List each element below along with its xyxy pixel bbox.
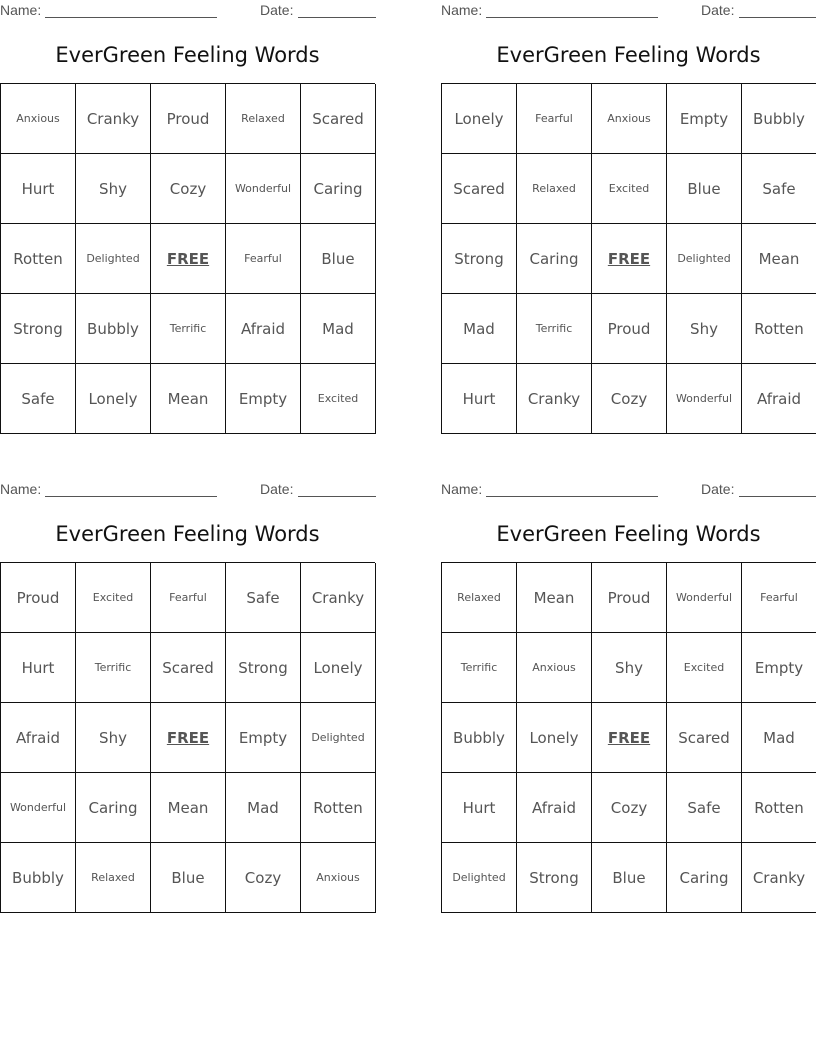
date-label: Date: (701, 2, 735, 18)
bingo-cell: Blue (151, 843, 226, 913)
bingo-cell: Bubbly (76, 294, 151, 364)
card-title: EverGreen Feeling Words (55, 43, 320, 67)
bingo-cell: Lonely (517, 703, 592, 773)
card-title: EverGreen Feeling Words (496, 522, 761, 546)
free-space: FREE (592, 703, 667, 773)
bingo-cell: Lonely (301, 633, 376, 703)
bingo-cell: Strong (517, 843, 592, 913)
bingo-cell: Scared (442, 154, 517, 224)
bingo-cell: Delighted (442, 843, 517, 913)
bingo-card (0, 0, 375, 440)
name-date-line (0, 481, 375, 499)
name-label: Name: (0, 2, 42, 18)
bingo-cell: Shy (76, 703, 151, 773)
bingo-cell: Afraid (517, 773, 592, 843)
bingo-cell: Caring (517, 224, 592, 294)
bingo-cell: Strong (226, 633, 301, 703)
bingo-cell: Relaxed (226, 84, 301, 154)
name-blank (45, 17, 217, 18)
bingo-card (441, 0, 816, 440)
name-label: Name: (0, 481, 42, 497)
bingo-cell: Bubbly (442, 703, 517, 773)
bingo-cell: Afraid (226, 294, 301, 364)
bingo-cell: Excited (301, 364, 376, 434)
date-label: Date: (701, 481, 735, 497)
bingo-cell: Relaxed (517, 154, 592, 224)
bingo-cell: Afraid (742, 364, 816, 434)
name-blank (45, 496, 217, 497)
bingo-cell: Mad (301, 294, 376, 364)
bingo-cell: Hurt (442, 364, 517, 434)
bingo-cell: Cranky (517, 364, 592, 434)
bingo-cell: Fearful (151, 563, 226, 633)
bingo-cell: Delighted (301, 703, 376, 773)
bingo-grid (0, 562, 375, 913)
bingo-cell: Mean (151, 773, 226, 843)
bingo-cell: Rotten (742, 294, 816, 364)
bingo-cell: Mean (517, 563, 592, 633)
bingo-cell: Afraid (1, 703, 76, 773)
bingo-cell: Excited (667, 633, 742, 703)
bingo-cell: Shy (76, 154, 151, 224)
bingo-cell: Empty (667, 84, 742, 154)
bingo-cell: Strong (442, 224, 517, 294)
bingo-grid (441, 83, 816, 434)
bingo-cell: Wonderful (1, 773, 76, 843)
bingo-cell: Bubbly (1, 843, 76, 913)
bingo-cell: Terrific (517, 294, 592, 364)
bingo-cell: Proud (1, 563, 76, 633)
bingo-cell: Rotten (301, 773, 376, 843)
bingo-cell: Anxious (301, 843, 376, 913)
bingo-cell: Anxious (517, 633, 592, 703)
bingo-cell: Terrific (151, 294, 226, 364)
bingo-cell: Empty (226, 703, 301, 773)
bingo-cell: Shy (667, 294, 742, 364)
bingo-cell: Cozy (151, 154, 226, 224)
bingo-cell: Rotten (1, 224, 76, 294)
free-space: FREE (592, 224, 667, 294)
bingo-cell: Proud (151, 84, 226, 154)
bingo-cell: Blue (301, 224, 376, 294)
name-date-line (441, 2, 816, 20)
name-label: Name: (441, 481, 483, 497)
bingo-cell: Terrific (76, 633, 151, 703)
bingo-cell: Hurt (442, 773, 517, 843)
bingo-cell: Mean (151, 364, 226, 434)
bingo-cell: Safe (226, 563, 301, 633)
bingo-cell: Bubbly (742, 84, 816, 154)
date-blank (739, 17, 816, 18)
bingo-cell: Shy (592, 633, 667, 703)
bingo-cell: Empty (226, 364, 301, 434)
bingo-cell: Delighted (76, 224, 151, 294)
bingo-cell: Cozy (226, 843, 301, 913)
bingo-cell: Scared (667, 703, 742, 773)
card-title: EverGreen Feeling Words (496, 43, 761, 67)
bingo-cell: Cranky (742, 843, 816, 913)
bingo-grid (0, 83, 375, 434)
bingo-cell: Hurt (1, 154, 76, 224)
bingo-cell: Delighted (667, 224, 742, 294)
bingo-cell: Fearful (742, 563, 816, 633)
bingo-cell: Anxious (592, 84, 667, 154)
card-title: EverGreen Feeling Words (55, 522, 320, 546)
bingo-cell: Scared (301, 84, 376, 154)
bingo-cell: Wonderful (667, 364, 742, 434)
name-date-line (441, 481, 816, 499)
bingo-cell: Mean (742, 224, 816, 294)
bingo-cell: Cranky (301, 563, 376, 633)
bingo-grid (441, 562, 816, 913)
bingo-cell: Safe (667, 773, 742, 843)
bingo-cell: Fearful (517, 84, 592, 154)
bingo-cell: Mad (742, 703, 816, 773)
bingo-cell: Proud (592, 563, 667, 633)
name-blank (486, 17, 658, 18)
bingo-cell: Strong (1, 294, 76, 364)
bingo-cell: Cozy (592, 773, 667, 843)
bingo-cell: Caring (301, 154, 376, 224)
date-blank (298, 17, 376, 18)
bingo-cell: Mad (442, 294, 517, 364)
bingo-cell: Excited (592, 154, 667, 224)
bingo-card (0, 479, 375, 919)
date-blank (739, 496, 816, 497)
date-label: Date: (260, 481, 294, 497)
bingo-cell: Lonely (76, 364, 151, 434)
name-label: Name: (441, 2, 483, 18)
date-label: Date: (260, 2, 294, 18)
bingo-cell: Scared (151, 633, 226, 703)
bingo-cell: Hurt (1, 633, 76, 703)
bingo-card (441, 479, 816, 919)
name-blank (486, 496, 658, 497)
bingo-cell: Blue (667, 154, 742, 224)
bingo-cell: Lonely (442, 84, 517, 154)
bingo-cell: Fearful (226, 224, 301, 294)
bingo-cell: Wonderful (667, 563, 742, 633)
free-space: FREE (151, 224, 226, 294)
free-space: FREE (151, 703, 226, 773)
bingo-cell: Rotten (742, 773, 816, 843)
bingo-cell: Relaxed (442, 563, 517, 633)
bingo-cell: Wonderful (226, 154, 301, 224)
bingo-cell: Safe (1, 364, 76, 434)
name-date-line (0, 2, 375, 20)
bingo-cell: Excited (76, 563, 151, 633)
bingo-cell: Caring (76, 773, 151, 843)
bingo-cell: Cranky (76, 84, 151, 154)
bingo-cell: Safe (742, 154, 816, 224)
bingo-cell: Empty (742, 633, 816, 703)
bingo-cell: Anxious (1, 84, 76, 154)
bingo-cell: Terrific (442, 633, 517, 703)
bingo-cell: Blue (592, 843, 667, 913)
date-blank (298, 496, 376, 497)
bingo-cell: Mad (226, 773, 301, 843)
bingo-cell: Cozy (592, 364, 667, 434)
bingo-cell: Caring (667, 843, 742, 913)
bingo-cell: Relaxed (76, 843, 151, 913)
bingo-cell: Proud (592, 294, 667, 364)
